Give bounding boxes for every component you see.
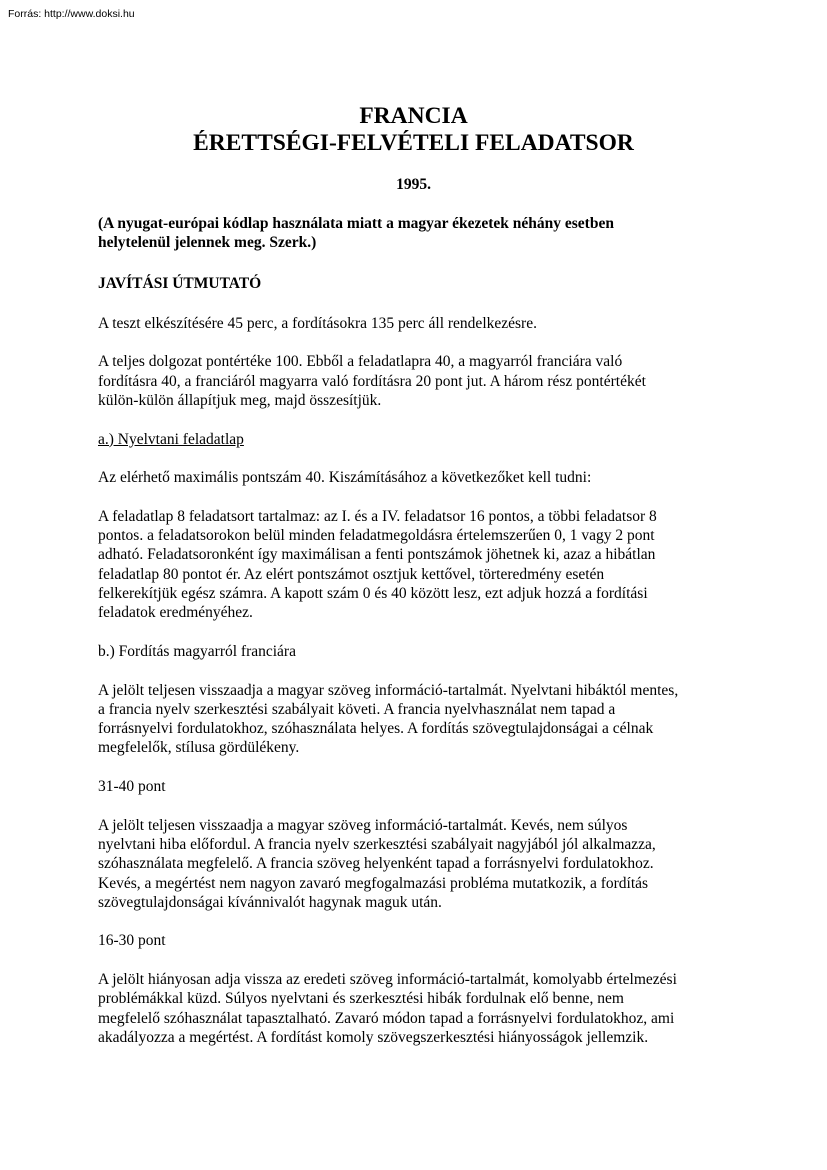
paragraph-line: megfelelők, stílusa gördülékeny. — [98, 739, 300, 757]
paragraph-line: felkerekítjük egész számra. A kapott szám 0 és 40 között lesz, ezt adjuk hozzá a fordítási — [98, 585, 648, 603]
title-line-2: ÉRETTSÉGI-FELVÉTELI FELADATSOR — [193, 130, 634, 156]
section-b-heading: b.) Fordítás magyarról franciára — [98, 642, 296, 660]
paragraph-b3 — [98, 970, 738, 1047]
paragraph-line: megfelelő szóhasználat tapasztalható. Zavaró módon tapad a forrásnyelvi fordulatokhoz, ami — [98, 1009, 675, 1027]
paragraph-line: fordításra 40, a franciáról magyarra való fordításra 20 pont jut. A három rész pontértékét — [98, 372, 646, 390]
paragraph-line: adható. Feladatsoronként így maximálisan a fenti pontszámok jöhetnek ki, azaz a hibátlan — [98, 546, 656, 564]
paragraph-b1 — [98, 681, 738, 758]
paragraph-line: A jelölt teljesen visszaadja a magyar szöveg információ-tartalmát. Nyelvtani hibáktól mentes, — [98, 681, 679, 699]
paragraph-line: külön-külön állapítjuk meg, majd összesítjük. — [98, 392, 382, 410]
paragraph-line: a francia nyelv szerkesztési szabályait követi. A francia nyelvhasználat nem tapad a — [98, 700, 616, 718]
paragraph-line: akadályozza a megértést. A fordítást komoly szövegszerkesztési hiányosságok jellemzik. — [98, 1028, 649, 1046]
exam-year: 1995. — [396, 176, 431, 193]
document-title — [0, 103, 827, 157]
note-line: helytelenül jelennek meg. Szerk.) — [98, 234, 317, 252]
paragraph-points — [98, 352, 738, 410]
source-attribution: Forrás: http://www.doksi.hu — [8, 8, 135, 20]
paragraph-time: A teszt elkészítésére 45 perc, a fordításokra 135 perc áll rendelkezésre. — [98, 314, 537, 332]
paragraph-line: A teljes dolgozat pontértéke 100. Ebből a feladatlapra 40, a magyarról franciára való — [98, 353, 623, 371]
paragraph-line: A jelölt teljesen visszaadja a magyar szöveg információ-tartalmát. Kevés, nem súlyos — [98, 816, 628, 834]
paragraph-b2 — [98, 816, 738, 912]
section-heading: JAVÍTÁSI ÚTMUTATÓ — [98, 274, 262, 292]
title-line-1: FRANCIA — [359, 103, 468, 129]
section-a-heading: a.) Nyelvtani feladatlap — [98, 430, 244, 448]
paragraph-feladatlap — [98, 507, 738, 623]
paragraph-line: Kevés, a megértést nem nagyon zavaró megfogalmazási probléma mutatkozik, a fordítás — [98, 874, 649, 892]
encoding-note — [98, 214, 738, 253]
paragraph-max: Az elérhető maximális pontszám 40. Kiszámításához a következőket kell tudni: — [98, 469, 592, 487]
paragraph-line: nyelvtani hiba előfordul. A francia nyelv szerkesztési szabályait nagyjából jól alkalmazza, — [98, 835, 656, 853]
paragraph-line: A jelölt hiányosan adja vissza az eredeti szöveg információ-tartalmát, komolyabb értelmezési — [98, 970, 677, 988]
paragraph-line: A feladatlap 8 feladatsort tartalmaz: az I. és a IV. feladatsor 16 pontos, a többi feladatsor 8 — [98, 507, 657, 525]
note-line: (A nyugat-európai kódlap használata miatt a magyar ékezetek néhány esetben — [98, 215, 614, 232]
paragraph-line: szóhasználata megfelelő. A francia szöveg helyenként tapad a forrásnyelvi fordulatokhoz. — [98, 855, 654, 873]
paragraph-line: pontos. a feladatsorokon belül minden feladatmegoldásra értelemszerűen 0, 1 vagy 2 pont — [98, 527, 655, 545]
paragraph-line: feladatok eredményéhez. — [98, 604, 253, 622]
paragraph-line: szövegtulajdonságai kívánnivalót hagynak maguk után. — [98, 893, 442, 911]
score-range-31-40: 31-40 pont — [98, 778, 166, 796]
paragraph-line: problémákkal küzd. Súlyos nyelvtani és szerkesztési hibák fordulnak elő benne, nem — [98, 990, 624, 1008]
document-body — [98, 214, 738, 1047]
paragraph-line: feladatlap 80 pontot ér. Az elért pontszámot osztjuk kettővel, törteredmény esetén — [98, 565, 605, 583]
paragraph-line: forrásnyelvi fordulatokhoz, szóhasználata helyes. A fordítás szövegtulajdonságai a célnak — [98, 720, 654, 738]
score-range-16-30: 16-30 pont — [98, 932, 166, 950]
